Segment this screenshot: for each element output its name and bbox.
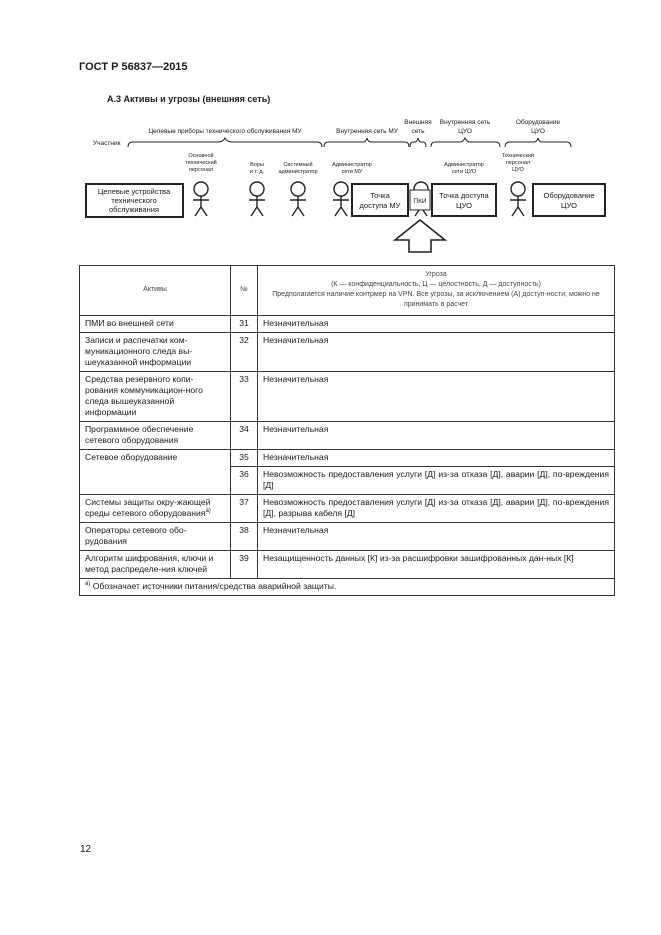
actor-label-thieves-2: и т. д. — [249, 169, 265, 175]
threat-cell: Незначительная — [258, 333, 615, 372]
footnote-marker: а) — [205, 508, 211, 515]
table-row — [80, 316, 615, 333]
table-row — [80, 422, 615, 450]
number-cell: 31 — [231, 316, 258, 333]
actor-label-tech-staff-cuo-1: Технический — [501, 153, 535, 159]
document-header: ГОСТ Р 56837—2015 — [79, 61, 188, 73]
number-cell: 37 — [231, 495, 258, 523]
access-point-cuo-label-2: ЦУО — [456, 201, 472, 210]
target-device-label-1: Целевые устройства — [97, 187, 171, 196]
network-admin-mu-figure — [333, 182, 349, 216]
access-point-cuo-box — [432, 184, 496, 216]
number-cell: 32 — [231, 333, 258, 372]
brace-target-devices — [128, 138, 322, 147]
actor-label-maintenance-staff-1: Основной — [188, 153, 214, 159]
target-device-label-2: технического — [111, 196, 157, 205]
actor-label-tech-staff-cuo-3: ЦУО — [512, 167, 524, 173]
actor-label-network-admin-mu-2: сети МУ — [341, 169, 363, 175]
actor-label-network-admin-cuo-2: сети ЦУО — [451, 169, 477, 175]
access-point-mu-label-1: Точка — [370, 191, 390, 200]
header-threat — [258, 266, 615, 316]
number-cell: 39 — [231, 551, 258, 579]
zone-label-external-network-1: Внешняя — [404, 119, 432, 126]
asset-cell: Операторы сетевого обо-рудования — [80, 523, 231, 551]
header-threat-note: Предполагается наличие контрмер на VPN. Все угрозы, за исключением (А) доступ-ности, можно не принимать в расчет — [272, 291, 600, 308]
zone-label-external-network-2: сеть — [411, 128, 425, 135]
header-number: № — [231, 266, 258, 316]
actor-label-thieves-1: Воры — [250, 162, 264, 168]
brace-external-network — [410, 138, 426, 147]
actor-label-tech-staff-cuo-2: персонал — [505, 160, 531, 166]
actor-label-network-admin-mu-1: Администратор — [332, 162, 372, 168]
zone-label-target-devices: Целевые приборы технического обслуживания МУ — [148, 128, 302, 135]
number-cell: 35 — [231, 450, 258, 467]
footnote-text: Обозначает источники питания/средства аварийной защиты. — [92, 581, 337, 591]
threat-cell: Невозможность предоставления услуги [Д] из-за отказа [Д], аварии [Д], по-вреждения [Д] — [258, 467, 615, 495]
threat-cell: Незначительная — [258, 422, 615, 450]
maintenance-staff-figure — [193, 182, 209, 216]
zone-label-equipment-cuo-1: Оборудование — [515, 119, 561, 126]
header-assets: Активы — [80, 266, 231, 316]
brace-equipment-cuo — [505, 138, 571, 147]
access-point-mu-box — [352, 184, 408, 216]
threat-cell: Незначительная — [258, 450, 615, 467]
threat-cell: Незначительная — [258, 316, 615, 333]
page-number: 12 — [80, 844, 92, 855]
table-row — [80, 372, 615, 422]
equipment-cuo-label-1: Оборудование — [543, 191, 595, 200]
threat-cell: Незначительная — [258, 523, 615, 551]
system-admin-figure — [290, 182, 306, 216]
asset-text: Системы защиты окру-жающей среды сетевого оборудования — [85, 497, 211, 518]
brace-internal-network-cuo — [431, 138, 500, 147]
actor-label-system-admin-1: Системный — [283, 162, 313, 168]
footnote-row — [80, 579, 615, 596]
zone-label-internal-network-cuo-2: ЦУО — [458, 128, 472, 135]
pki-label: ПКИ — [413, 198, 427, 205]
tech-staff-cuo-figure — [510, 182, 526, 216]
external-access-arrow — [395, 220, 445, 252]
participants-label: Участник — [93, 140, 121, 147]
actor-label-maintenance-staff-2: технический — [185, 160, 217, 166]
threat-cell: Незначительная — [258, 372, 615, 422]
thief-figure — [249, 182, 265, 216]
access-point-cuo-label-1: Точка доступа — [439, 191, 489, 200]
number-cell: 33 — [231, 372, 258, 422]
access-point-mu-label-2: доступа МУ — [359, 201, 401, 210]
table-row — [80, 333, 615, 372]
table-row — [80, 551, 615, 579]
header-threat-legend: (К — конфиденциальность, Ц — целостность, Д — доступность) — [331, 281, 541, 288]
asset-cell: Алгоритм шифрования, ключи и метод распределе-ния ключей — [80, 551, 231, 579]
threat-cell: Незащищенность данных [К] из-за расшифровки зашифрованных дан-ных [К] — [258, 551, 615, 579]
zone-label-equipment-cuo-2: ЦУО — [531, 128, 545, 135]
asset-cell: ПМИ во внешней сети — [80, 316, 231, 333]
asset-cell — [80, 495, 231, 523]
network-diagram — [0, 0, 661, 262]
table-row — [80, 495, 615, 523]
brace-internal-network-mu — [324, 138, 409, 147]
number-cell: 36 — [231, 467, 258, 495]
zone-label-internal-network-mu: Внутренняя сеть МУ — [336, 128, 398, 135]
section-title: А.3 Активы и угрозы (внешняя сеть) — [107, 94, 271, 104]
footnote — [80, 579, 615, 596]
actor-label-maintenance-staff-3: персонал — [188, 167, 214, 173]
asset-cell: Записи и распечатки ком-муникационного следа вы-шеуказанной информации — [80, 333, 231, 372]
table-row — [80, 450, 615, 467]
table-row — [80, 523, 615, 551]
asset-cell: Программное обеспечение сетевого оборудования — [80, 422, 231, 450]
number-cell: 38 — [231, 523, 258, 551]
target-device-label-3: обслуживания — [108, 205, 160, 214]
equipment-cuo-label-2: ЦУО — [561, 201, 577, 210]
threat-cell: Невозможность предоставления услуги [Д] из-за отказа [Д], аварии [Д], по-вреждения [Д], разрыва кабеля [Д] — [258, 495, 615, 523]
header-threat-title: Угроза — [425, 271, 447, 278]
assets-threats-table — [79, 265, 615, 596]
asset-cell: Средства резервного копи-рования коммуникацион-ного следа вышеуказанной информации — [80, 372, 231, 422]
equipment-cuo-box — [533, 184, 605, 216]
actor-label-network-admin-cuo-1: Администратор — [444, 162, 484, 168]
number-cell: 34 — [231, 422, 258, 450]
zone-label-internal-network-cuo-1: Внутренняя сеть — [439, 119, 491, 126]
actor-label-system-admin-2: администратор — [278, 169, 318, 175]
footnote-marker: а) — [85, 581, 91, 588]
asset-cell: Сетевое оборудование — [80, 450, 231, 495]
